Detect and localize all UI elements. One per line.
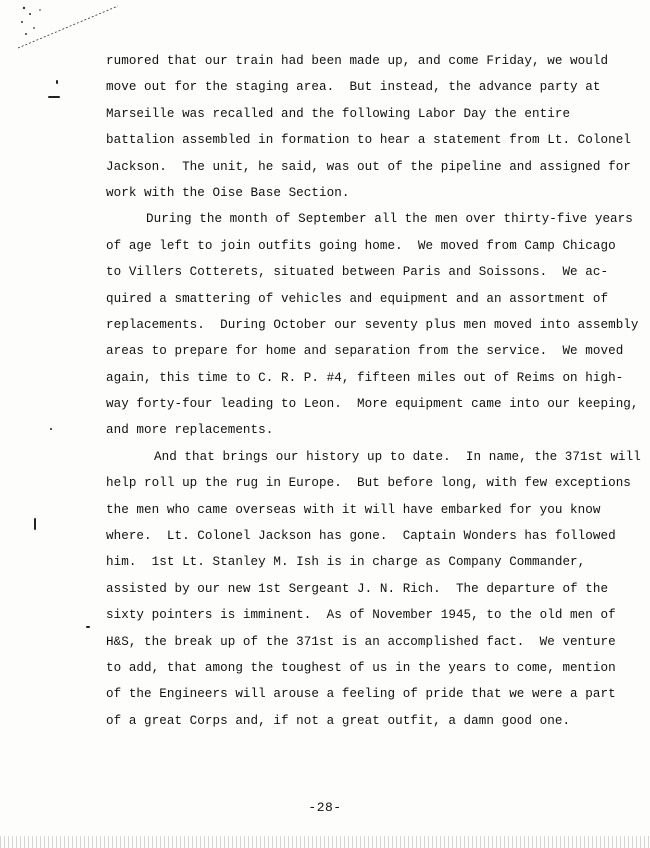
text-line: of a great Corps and, if not a great outfit, a damn good one. — [106, 713, 571, 728]
text-line: work with the Oise Base Section. — [106, 185, 350, 200]
text-line: battalion assembled in formation to hear a statement from Lt. Colonel — [106, 133, 631, 148]
margin-mark — [34, 518, 36, 530]
scan-edge-artifact — [0, 836, 650, 848]
body-text — [106, 48, 646, 734]
text-line: areas to prepare for home and separation from the service. We moved — [106, 344, 624, 359]
text-line: assisted by our new 1st Sergeant J. N. Rich. The departure of the — [106, 581, 609, 596]
text-line: Jackson. The unit, he said, was out of the pipeline and assigned for — [106, 159, 631, 174]
paragraph-start-line: And that brings our history up to date. In name, the 371st will — [154, 449, 641, 464]
margin-mark — [86, 626, 90, 628]
text-line: H&S, the break up of the 371st is an accomplished fact. We venture — [106, 634, 616, 649]
text-line: of the Engineers will arouse a feeling of pride that we were a part — [106, 687, 616, 702]
margin-mark — [48, 96, 60, 98]
text-line: move out for the staging area. But instead, the advance party at — [106, 80, 601, 95]
page-number: -28- — [308, 800, 342, 815]
text-line: the men who came overseas with it will have embarked for you know — [106, 502, 601, 517]
text-line: him. 1st Lt. Stanley M. Ish is in charge as Company Commander, — [106, 555, 586, 570]
text-line: again, this time to C. R. P. #4, fifteen miles out of Reims on high- — [106, 370, 624, 385]
text-line: help roll up the rug in Europe. But before long, with few exceptions — [106, 476, 631, 491]
text-line: to Villers Cotterets, situated between Paris and Soissons. We ac- — [106, 265, 609, 280]
text-line: replacements. During October our seventy plus men moved into assembly — [106, 317, 639, 332]
text-line: way forty-four leading to Leon. More equipment came into our keeping, — [106, 397, 639, 412]
text-line: and more replacements. — [106, 423, 274, 438]
text-line: rumored that our train had been made up, and come Friday, we would — [106, 54, 609, 68]
text-line: quired a smattering of vehicles and equipment and an assortment of — [106, 291, 609, 306]
paragraph-start-line: During the month of September all the men over thirty-five years — [146, 212, 633, 227]
text-line: of age left to join outfits going home. We moved from Camp Chicago — [106, 238, 616, 253]
text-line: where. Lt. Colonel Jackson has gone. Captain Wonders has followed — [106, 529, 616, 544]
scan-corner-artifact — [10, 0, 120, 50]
text-line: sixty pointers is imminent. As of November 1945, to the old men of — [106, 608, 616, 623]
text-line: Marseille was recalled and the following Labor Day the entire — [106, 106, 571, 121]
margin-mark — [50, 428, 52, 430]
text-line: to add, that among the toughest of us in the years to come, mention — [106, 660, 616, 675]
margin-mark — [56, 80, 58, 84]
